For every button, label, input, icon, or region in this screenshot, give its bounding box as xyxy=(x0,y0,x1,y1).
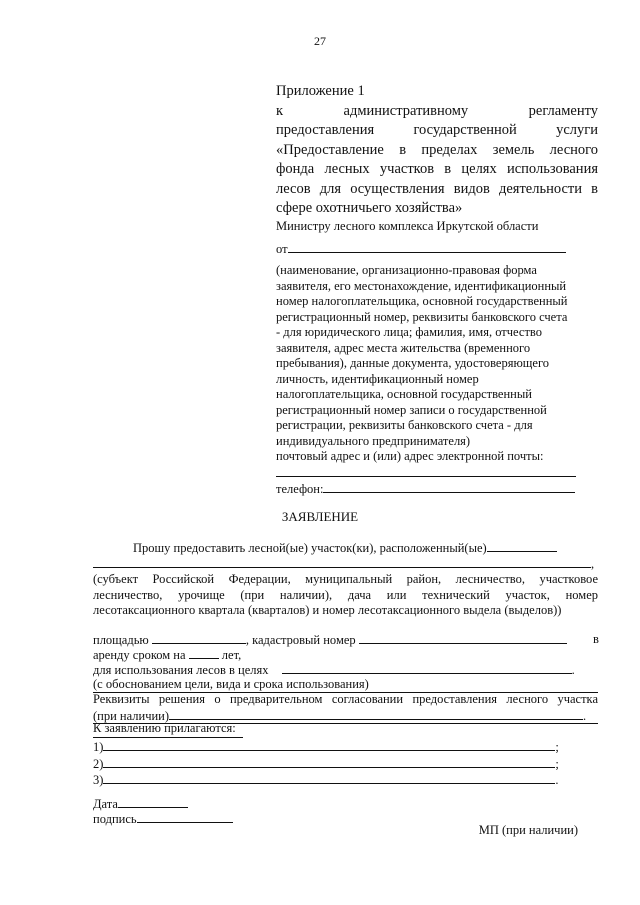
attachment-field[interactable] xyxy=(103,756,555,768)
addressee-description-line: регистрации, реквизиты банковского счета - для xyxy=(276,418,533,432)
addressee-description-line: налогоплательщика, основной государственный xyxy=(276,387,532,401)
addressee-to: Министру лесного комплекса Иркутской области xyxy=(276,219,539,233)
attachment-number: 1) xyxy=(93,740,104,754)
page-number: 27 xyxy=(314,34,326,48)
phone-field[interactable] xyxy=(323,481,575,493)
rent-line xyxy=(93,647,241,663)
appendix-line: предоставления государственной услуги xyxy=(276,122,598,138)
request-text: Прошу предоставить лесной(ые) участок(ки), расположенный(ые) xyxy=(133,541,487,555)
date-field[interactable] xyxy=(118,796,188,808)
attachment-item xyxy=(93,739,559,756)
addressee-description-line: пребывания), данные документа, удостоверяющего xyxy=(276,356,550,370)
years-field[interactable] xyxy=(189,647,219,659)
cadastral-label: , кадастровый номер xyxy=(245,633,356,647)
addressee-description-line: индивидуального предпринимателя) xyxy=(276,433,471,448)
appendix-line: к административному регламенту xyxy=(276,102,598,119)
attachment-number: 3) xyxy=(93,773,104,787)
cadastral-field[interactable] xyxy=(359,632,567,644)
purpose-line xyxy=(93,662,575,678)
addressee-description-line: - для юридического лица; фамилия, имя, отчество xyxy=(276,325,542,339)
attachment-item xyxy=(93,756,559,773)
postal-field[interactable] xyxy=(276,465,576,477)
location-field-2[interactable] xyxy=(93,556,591,568)
addressee-block xyxy=(276,219,586,497)
area-line xyxy=(93,632,567,648)
attachment-end: ; xyxy=(555,740,559,754)
appendix-header xyxy=(276,82,598,219)
years-label: лет, xyxy=(221,648,242,662)
date-label: Дата xyxy=(93,797,118,811)
comma: , xyxy=(591,557,595,571)
decision-line: (при наличии) xyxy=(93,708,170,723)
phone-label: телефон: xyxy=(276,481,324,496)
location-note-line: (субъект Российской Федерации, муниципальный район, лесничество, участковое xyxy=(93,572,598,586)
addressee-description-line: (наименование, организационно-правовая форма xyxy=(276,263,537,277)
location-note xyxy=(93,572,598,619)
location-continuation xyxy=(93,556,594,572)
appendix-line: Приложение 1 xyxy=(276,83,365,99)
attachments-label: К заявлению прилагаются: xyxy=(93,721,236,735)
request-line xyxy=(133,540,557,556)
addressee-description-line: заявителя, адрес места жительства (временного xyxy=(276,340,531,355)
location-note-line: лесничество, урочище (при наличии), дача или технический участок, номер xyxy=(93,587,598,602)
addressee-description-line: личность, идентификационный номер xyxy=(276,371,479,386)
period: . xyxy=(571,663,575,677)
from-label: от xyxy=(276,241,288,256)
attachment-number: 2) xyxy=(93,756,104,771)
period: . xyxy=(583,708,587,723)
attachment-end: ; xyxy=(555,756,559,771)
addressee-description-line: регистрационный номер записи о государственной xyxy=(276,402,547,417)
stamp-label: МП (при наличии) xyxy=(478,823,578,837)
postal-label: почтовый адрес и (или) адрес электронной почты: xyxy=(276,449,544,463)
purpose-field[interactable] xyxy=(282,662,572,674)
appendix-line: «Предоставление в пределах земель лесного xyxy=(276,141,598,158)
appendix-line: сфере охотничьего хозяйства» xyxy=(276,200,463,216)
sign-line xyxy=(93,811,233,827)
addressee-description-line: номер налогоплательщика, основной государственный xyxy=(276,294,568,308)
date-line xyxy=(93,796,188,812)
attachment-field[interactable] xyxy=(103,772,555,784)
sign-field[interactable] xyxy=(137,811,233,823)
attachment-item xyxy=(93,772,559,789)
appendix-line: лесов для осуществления видов деятельности в xyxy=(276,180,598,197)
area-label: площадью xyxy=(93,633,149,647)
attachment-field[interactable] xyxy=(103,739,555,751)
divider xyxy=(93,737,243,738)
from-field[interactable] xyxy=(288,241,566,253)
decision-block xyxy=(93,692,598,724)
attachments-list xyxy=(93,739,559,789)
rent-label: аренду сроком на xyxy=(93,648,186,662)
purpose-label: для использования лесов в целях xyxy=(93,663,269,677)
sign-label: подпись xyxy=(93,812,137,826)
addressee-description-line: регистрационный номер, реквизиты банковского счета xyxy=(276,309,568,324)
decision-field[interactable] xyxy=(169,708,583,720)
decision-line: Реквизиты решения о предварительном согласовании предоставления лесного участка xyxy=(93,692,598,706)
addressee-description-line: заявителя, его местонахождение, идентификационный xyxy=(276,278,567,293)
location-note-line: лесотаксационного квартала (кварталов) и номер лесотаксационного выдела (выделов)) xyxy=(93,603,562,617)
appendix-line: фонда лесных участков в целях использования xyxy=(276,161,598,177)
location-field[interactable] xyxy=(487,540,557,552)
statement-title: ЗАЯВЛЕНИЕ xyxy=(281,509,359,524)
in-label: в xyxy=(593,632,599,646)
purpose-note: (с обоснованием цели, вида и срока использования) xyxy=(93,677,369,691)
attachment-end: . xyxy=(555,773,559,787)
area-field[interactable] xyxy=(152,632,246,644)
